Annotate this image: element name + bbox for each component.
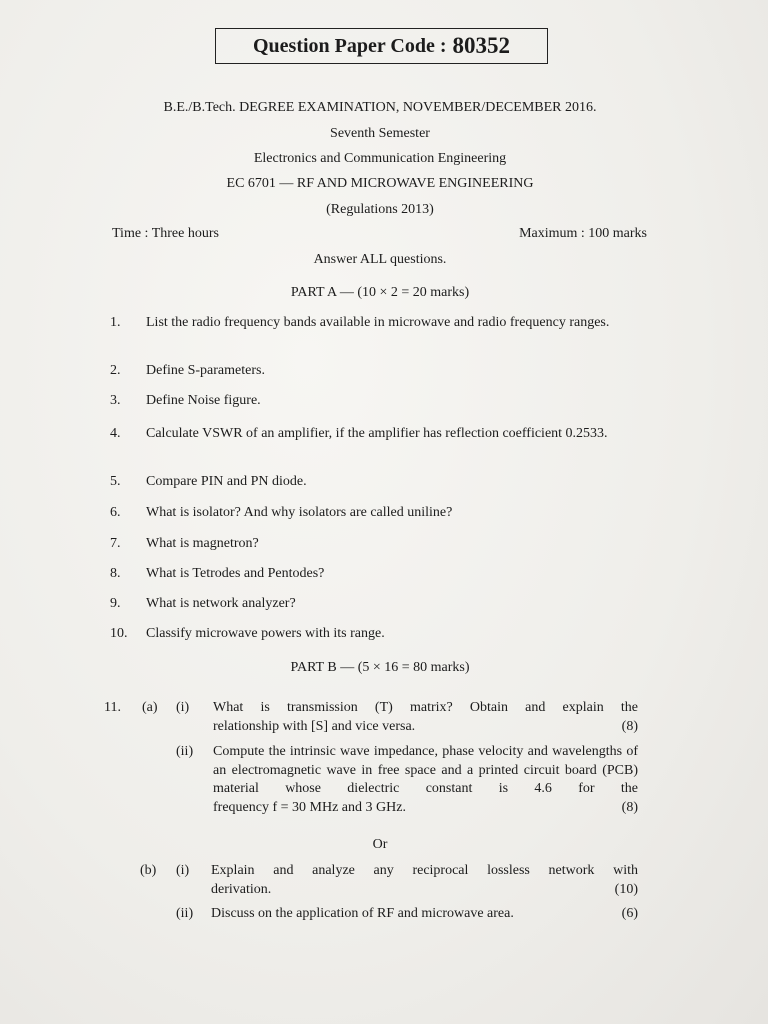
question-1 bbox=[110, 314, 650, 332]
question-text: What is Tetrodes and Pentodes? bbox=[146, 566, 325, 581]
question-11-a-ii bbox=[176, 743, 638, 817]
sub-text-line2: relationship with [S] and vice versa. bbox=[213, 718, 416, 734]
time-marks-row bbox=[112, 226, 647, 242]
sub-text-line: Discuss on the application of RF and microwave area. bbox=[211, 906, 514, 921]
question-number: 1. bbox=[110, 315, 121, 330]
sub-label: (ii) bbox=[176, 744, 194, 759]
question-2 bbox=[110, 362, 650, 380]
question-11-b-i bbox=[176, 862, 638, 899]
regulations: (Regulations 2013) bbox=[326, 202, 434, 217]
question-10 bbox=[110, 625, 650, 643]
sub-label: (i) bbox=[176, 863, 190, 878]
sub-text-line2: frequency f = 30 MHz and 3 GHz. bbox=[213, 799, 406, 815]
question-5 bbox=[110, 473, 650, 491]
exam-title: B.E./B.Tech. DEGREE EXAMINATION, NOVEMBER/DECEMBER 2016. bbox=[163, 100, 597, 115]
question-number: 7. bbox=[110, 536, 121, 551]
question-9 bbox=[110, 595, 650, 613]
question-number: 9. bbox=[110, 596, 121, 611]
question-number: 10. bbox=[110, 626, 128, 641]
question-4 bbox=[110, 425, 650, 443]
question-number: 4. bbox=[110, 426, 121, 441]
question-number: 8. bbox=[110, 566, 121, 581]
question-number: 6. bbox=[110, 505, 121, 520]
semester: Seventh Semester bbox=[330, 126, 430, 141]
part-a-title: PART A — (10 × 2 = 20 marks) bbox=[290, 285, 470, 300]
question-text: What is isolator? And why isolators are called uniline? bbox=[146, 505, 453, 520]
question-text: Classify microwave powers with its range. bbox=[146, 626, 385, 641]
part-b-label: (b) bbox=[140, 863, 157, 878]
question-number: 2. bbox=[110, 363, 121, 378]
marks: (10) bbox=[614, 881, 638, 897]
question-11-number: 11. bbox=[104, 700, 121, 715]
question-paper-code-box bbox=[215, 28, 548, 64]
question-number: 5. bbox=[110, 474, 121, 489]
question-text: What is network analyzer? bbox=[146, 596, 296, 611]
question-6 bbox=[110, 504, 650, 522]
code-label: Question Paper Code : bbox=[252, 34, 447, 57]
part-a-label: (a) bbox=[142, 700, 158, 715]
sub-text-line1: Compute the intrinsic wave impedance, phase velocity and wavelengths of an electromagnetic wave in free space and a printed circuit board (PCB) material whose dielectric constant is 4.6 for the bbox=[213, 744, 638, 796]
time-allowed: Time : Three hours bbox=[112, 226, 219, 241]
instruction: Answer ALL questions. bbox=[313, 252, 447, 267]
question-11-b-ii bbox=[176, 905, 638, 924]
sub-label: (i) bbox=[176, 700, 190, 715]
or-separator: Or bbox=[372, 837, 388, 852]
question-text: Compare PIN and PN diode. bbox=[146, 474, 307, 489]
sub-text-line1: Explain and analyze any reciprocal lossless network with bbox=[211, 863, 638, 878]
part-b-title: PART B — (5 × 16 = 80 marks) bbox=[290, 660, 470, 675]
marks: (6) bbox=[621, 906, 638, 921]
question-7 bbox=[110, 535, 650, 553]
question-text: What is magnetron? bbox=[146, 536, 259, 551]
sub-label: (ii) bbox=[176, 906, 194, 921]
question-number: 3. bbox=[110, 393, 121, 408]
question-3 bbox=[110, 392, 650, 410]
question-11-a-i bbox=[176, 699, 638, 736]
sub-text-line2: derivation. bbox=[211, 881, 272, 897]
code-number: 80352 bbox=[452, 33, 510, 58]
question-text: Calculate VSWR of an amplifier, if the amplifier has reflection coefficient 0.2533. bbox=[146, 426, 608, 441]
maximum-marks: Maximum : 100 marks bbox=[519, 226, 647, 241]
course-title: EC 6701 — RF AND MICROWAVE ENGINEERING bbox=[226, 176, 534, 191]
department: Electronics and Communication Engineering bbox=[253, 151, 507, 166]
marks: (8) bbox=[621, 799, 638, 815]
sub-text-line1: What is transmission (T) matrix? Obtain and explain the bbox=[213, 700, 638, 715]
question-text: Define Noise figure. bbox=[146, 393, 261, 408]
question-8 bbox=[110, 565, 650, 583]
question-text: List the radio frequency bands available in microwave and radio frequency ranges. bbox=[146, 315, 610, 330]
marks: (8) bbox=[621, 718, 638, 734]
question-text: Define S-parameters. bbox=[146, 363, 265, 378]
